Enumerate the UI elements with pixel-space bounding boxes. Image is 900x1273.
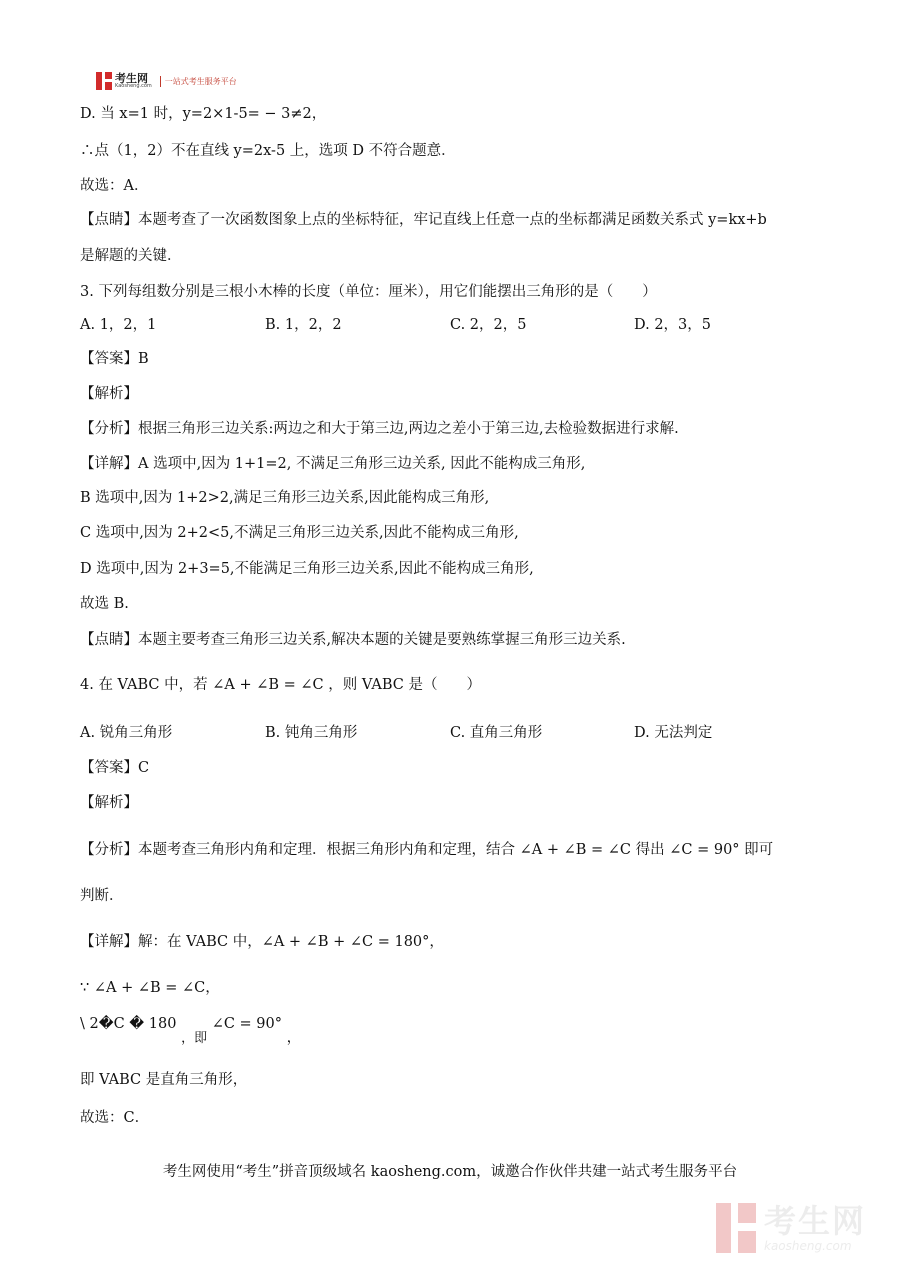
- q3-option-a: A. 1，2，1: [80, 317, 157, 333]
- text-line: ∴点（1，2）不在直线 y=2x-5 上，选项 D 不符合题意．: [80, 143, 456, 159]
- q4-formula-garbled: \ 2�C � 180: [80, 1016, 177, 1032]
- q4-comma: ，: [286, 1030, 302, 1046]
- logo-name: 考生网: [115, 72, 148, 85]
- watermark: [716, 1198, 886, 1258]
- q4-option-c: C. 直角三角形: [450, 725, 543, 741]
- watermark-domain: kaosheng.com: [764, 1239, 852, 1253]
- watermark-logo-icon: [716, 1203, 756, 1253]
- q3-choice: 故选 B.: [80, 596, 129, 612]
- q4-analysis-cont: 判断．: [80, 888, 124, 904]
- watermark-name: 考生网: [764, 1202, 867, 1240]
- text-line: 故选：A．: [80, 178, 149, 194]
- question-4: 4. 在 VABC 中，若 ∠A + ∠B = ∠C ，则 VABC 是（ ）: [80, 677, 481, 693]
- q4-answer: 【答案】C: [80, 760, 150, 776]
- q4-detail: ∵ ∠A + ∠B = ∠C，: [80, 980, 220, 996]
- q4-option-b: B. 钝角三角形: [265, 725, 358, 741]
- q3-comment: 【点睛】本题主要考查三角形三边关系,解决本题的关键是要熟练掌握三角形三边关系.: [80, 632, 626, 648]
- logo-icon: [96, 72, 112, 90]
- footer-text: 考生网使用“考生”拼音顶级域名 kaosheng.com，诚邀合作伙伴共建一站式考生服务平台: [162, 1164, 738, 1180]
- question-3: 3. 下列每组数分别是三根小木棒的长度（单位：厘米），用它们能摆出三角形的是（ ）: [80, 284, 657, 300]
- q4-choice: 故选：C．: [80, 1110, 150, 1126]
- q3-analysis: 【分析】根据三角形三边关系:两边之和大于第三边,两边之差小于第三边,去检验数据进行求解.: [80, 421, 679, 437]
- text-line: D. 当 x=1 时，y=2×1-5= − 3≠2，: [80, 106, 327, 122]
- q3-detail: B 选项中,因为 1+2>2,满足三角形三边关系,因此能构成三角形,: [80, 490, 490, 506]
- q4-detail: 即 VABC 是直角三角形，: [80, 1072, 248, 1088]
- q3-option-d: D. 2，3，5: [634, 317, 712, 333]
- q4-analysis: 【分析】本题考查三角形内角和定理．根据三角形内角和定理，结合 ∠A + ∠B = ∠C 得出 ∠C = 90° 即可: [80, 842, 774, 858]
- q4-option-a: A. 锐角三角形: [80, 725, 173, 741]
- q3-option-b: B. 1，2，2: [265, 317, 342, 333]
- logo-domain: Kaosheng.com: [115, 83, 152, 89]
- q4-detail: 【详解】解：在 VABC 中，∠A + ∠B + ∠C = 180°，: [80, 934, 444, 950]
- q3-detail: 【详解】A 选项中,因为 1+1=2, 不满足三角形三边关系, 因此不能构成三角形,: [80, 456, 586, 472]
- q4-detail: [80, 1014, 302, 1046]
- text-line: 是解题的关键．: [80, 248, 182, 264]
- q3-analysis-heading: 【解析】: [80, 386, 138, 402]
- q4-analysis-heading: 【解析】: [80, 795, 138, 811]
- header-logo: [96, 70, 237, 92]
- q3-detail: C 选项中,因为 2+2<5,不满足三角形三边关系,因此不能构成三角形,: [80, 525, 519, 541]
- q4-option-d: D. 无法判定: [634, 725, 713, 741]
- q3-option-c: C. 2，2，5: [450, 317, 527, 333]
- q4-ji: ，即: [181, 1031, 208, 1046]
- q3-answer: 【答案】B: [80, 351, 149, 367]
- q4-formula: ∠C = 90°: [211, 1016, 282, 1032]
- q3-detail: D 选项中,因为 2+3=5,不能满足三角形三边关系,因此不能构成三角形,: [80, 561, 534, 577]
- logo-slogan: 一站式考生服务平台: [160, 76, 237, 87]
- text-line: 【点睛】本题考查了一次函数图象上点的坐标特征，牢记直线上任意一点的坐标都满足函数关系式 y=kx+b: [80, 212, 767, 228]
